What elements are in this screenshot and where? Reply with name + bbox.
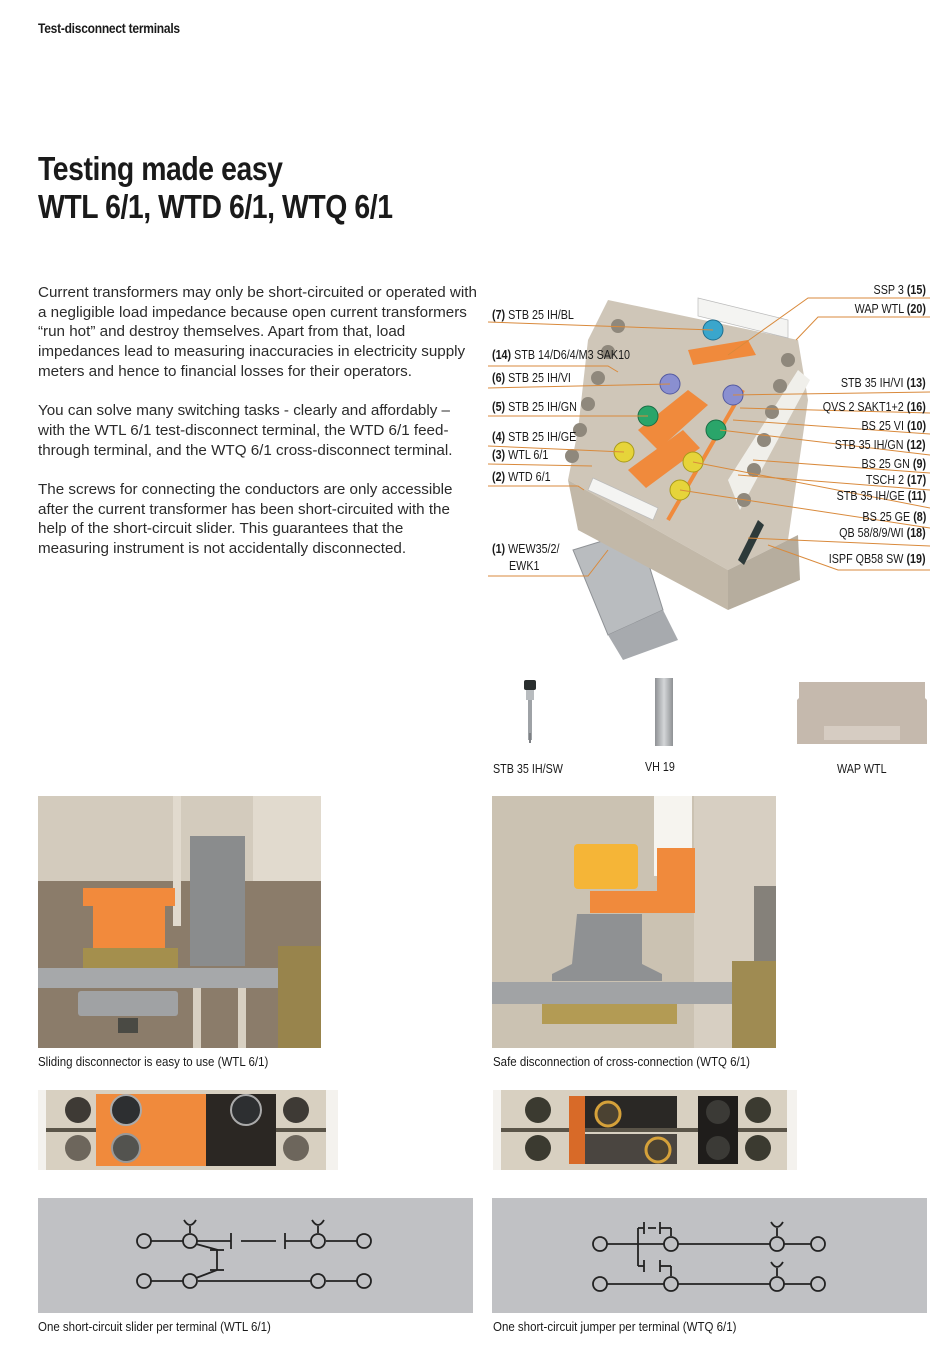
callout-label: BS 25 VI (10) xyxy=(861,419,926,433)
intro-paragraph: Current transformers may only be short-circuited or operated with a negligible load impedance because open current transformers “run hot” and destroy themselves. Apart from that, load impedances lead to measuring inaccuracies in electricity supply meters and hence to financial losses for their operators. xyxy=(38,284,477,380)
intro-text xyxy=(38,283,478,579)
callout-label: SSP 3 (15) xyxy=(873,283,926,297)
callout-label: TSCH 2 (17) xyxy=(865,473,926,487)
callout-label: (4) STB 25 IH/GE xyxy=(492,430,577,444)
short-circuit-slider-schematic xyxy=(38,1198,473,1313)
connecting-sleeve-image xyxy=(653,676,675,746)
callout-label-cont: EWK1 xyxy=(509,559,540,573)
accessory-label: WAP WTL xyxy=(837,762,887,776)
diagram-caption: One short-circuit jumper per terminal (WTQ 6/1) xyxy=(493,1320,737,1334)
callout-label: STB 35 IH/GN (12) xyxy=(835,438,926,452)
page-title xyxy=(38,150,393,226)
callout-label: (3) WTL 6/1 xyxy=(492,448,549,462)
callout-label: WAP WTL (20) xyxy=(854,302,926,316)
diagram-caption: One short-circuit slider per terminal (WTL 6/1) xyxy=(38,1320,271,1334)
wtq-circuit-diagram xyxy=(492,1198,927,1313)
section-header: Test-disconnect terminals xyxy=(38,20,180,36)
callout-label: (7) STB 25 IH/BL xyxy=(492,308,574,322)
end-plate-image xyxy=(796,676,928,746)
wtq-top-view-photo xyxy=(493,1090,797,1170)
callout-label: (6) STB 25 IH/VI xyxy=(492,371,571,385)
test-plug-image xyxy=(518,678,542,748)
accessories-row xyxy=(488,670,930,790)
wtl-top-view-photo xyxy=(38,1090,338,1170)
callout-label: STB 35 IH/VI (13) xyxy=(841,376,926,390)
callout-label: (14) STB 14/D6/4/M3 SAK10 xyxy=(492,348,631,362)
title-line-1: Testing made easy xyxy=(38,150,283,187)
callout-label: QB 58/8/9/WI (18) xyxy=(839,526,926,540)
callout-label: ISPF QB58 SW (19) xyxy=(829,552,926,566)
photo-caption: Sliding disconnector is easy to use (WTL 6/1) xyxy=(38,1055,269,1069)
accessory-label: STB 35 IH/SW xyxy=(493,762,563,776)
callout-label: BS 25 GE (8) xyxy=(862,510,926,524)
title-line-2: WTL 6/1, WTD 6/1, WTQ 6/1 xyxy=(38,188,393,225)
intro-paragraph: You can solve many switching tasks - clearly and affordably – with the WTL 6/1 test-disconnect terminal, the WTD 6/1 feed-through terminal, and the WTQ 6/1 cross-disconnect terminal. xyxy=(38,402,453,459)
callout-label: STB 35 IH/GE (11) xyxy=(836,489,926,503)
intro-paragraph: The screws for connecting the conductors are only accessible after the current transformer has been short-circuited with the help of the short-circuit slider. This guarantees that the measuring instrument is not accidentally disconnected. xyxy=(38,481,453,558)
short-circuit-jumper-schematic xyxy=(492,1198,927,1313)
callout-label: (1) WEW35/2/ xyxy=(492,542,560,556)
product-overview-figure xyxy=(488,280,930,660)
cross-connection-photo xyxy=(492,796,776,1048)
accessory-label: VH 19 xyxy=(645,760,675,774)
callout-label: (5) STB 25 IH/GN xyxy=(492,400,577,414)
callout-label: BS 25 GN (9) xyxy=(861,457,926,471)
callout-label: (2) WTD 6/1 xyxy=(492,470,551,484)
sliding-disconnector-photo xyxy=(38,796,321,1048)
photo-caption: Safe disconnection of cross-connection (WTQ 6/1) xyxy=(493,1055,750,1069)
wtl-circuit-diagram xyxy=(38,1198,473,1313)
callout-label: QVS 2 SAKT1+2 (16) xyxy=(822,400,926,414)
